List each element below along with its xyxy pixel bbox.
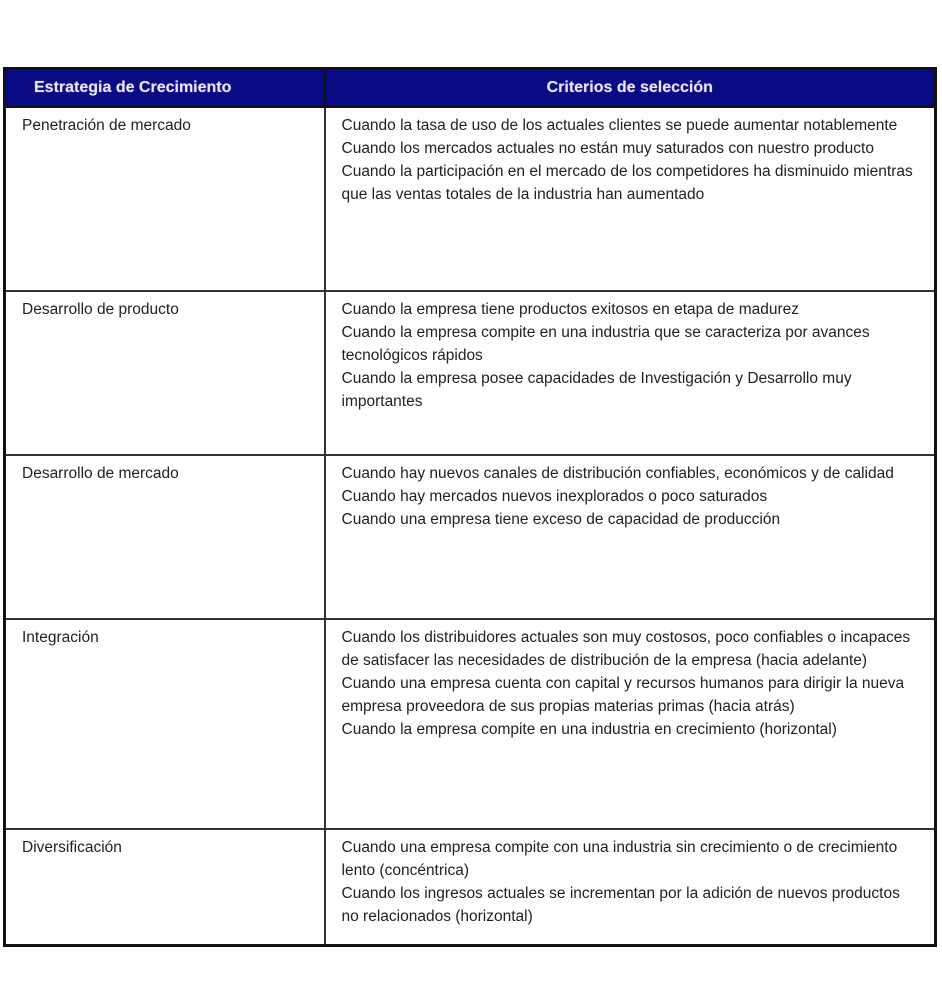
criterion-text: Cuando los distribuidores actuales son muy costosos, poco confiables o incapaces de satisfacer las necesidades de distribución de la empresa (hacia adelante) <box>341 629 911 669</box>
table-row <box>5 291 936 455</box>
strategy-cell: Diversificación <box>5 829 325 946</box>
strategy-cell: Desarrollo de mercado <box>5 455 325 619</box>
growth-strategy-table <box>3 67 937 947</box>
criterion-text: Cuando hay mercados nuevos inexplorados o poco saturados <box>341 488 768 505</box>
criteria-cell <box>325 455 936 619</box>
table-row <box>5 455 936 619</box>
criteria-cell <box>325 107 936 291</box>
growth-strategy-table-container <box>3 67 934 947</box>
criterion-text: Cuando la empresa posee capacidades de Investigación y Desarrollo muy importantes <box>341 370 852 410</box>
strategy-cell: Penetración de mercado <box>5 107 325 291</box>
criterion-text: Cuando una empresa tiene exceso de capacidad de producción <box>341 511 781 528</box>
criterion-text: Cuando la empresa compite en una industria en crecimiento (horizontal) <box>341 721 837 738</box>
strategy-cell: Integración <box>5 619 325 829</box>
criteria-cell <box>325 291 936 455</box>
strategy-cell: Desarrollo de producto <box>5 291 325 455</box>
table-row <box>5 619 936 829</box>
criterion-text: Cuando una empresa cuenta con capital y recursos humanos para dirigir la nueva empresa proveedora de sus propias materias primas (hacia atrás) <box>341 675 905 715</box>
criterion-text: Cuando los mercados actuales no están muy saturados con nuestro producto <box>341 140 874 157</box>
table-header-row <box>5 69 936 108</box>
header-strategy: Estrategia de Crecimiento <box>5 69 325 108</box>
criterion-text: Cuando hay nuevos canales de distribución confiables, económicos y de calidad <box>341 465 894 482</box>
criterion-text: Cuando una empresa compite con una industria sin crecimiento o de crecimiento lento (concéntrica) <box>341 839 898 879</box>
criterion-text: Cuando la tasa de uso de los actuales clientes se puede aumentar notablemente <box>341 117 898 134</box>
criterion-text: Cuando la participación en el mercado de los competidores ha disminuido mientras que las ventas totales de la industria han aumentado <box>341 163 913 203</box>
table-row <box>5 107 936 291</box>
criteria-cell <box>325 619 936 829</box>
criteria-cell <box>325 829 936 946</box>
criterion-text: Cuando los ingresos actuales se incrementan por la adición de nuevos productos no relacionados (horizontal) <box>341 885 900 925</box>
header-criteria: Criterios de selección <box>325 69 936 108</box>
criterion-text: Cuando la empresa compite en una industria que se caracteriza por avances tecnológicos rápidos <box>341 324 870 364</box>
table-row <box>5 829 936 946</box>
criterion-text: Cuando la empresa tiene productos exitosos en etapa de madurez <box>341 301 800 318</box>
